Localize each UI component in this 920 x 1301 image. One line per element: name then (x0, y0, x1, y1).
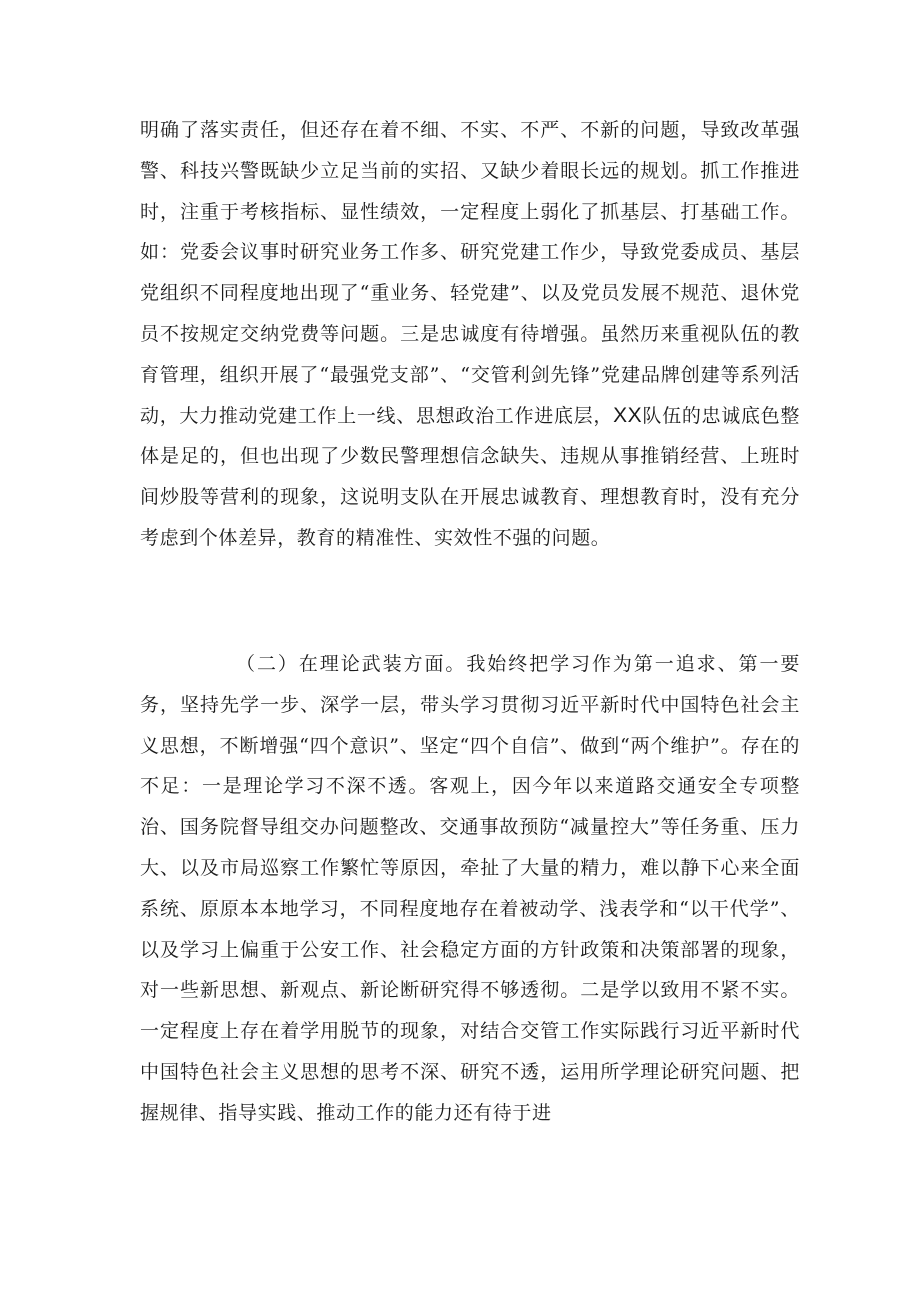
paragraph-text: 队伍的忠诚底色整体是足的，但也出现了少数民警理想信念缺失、违规从事推销经营、上班时间炒股等营利的现象，这说明支队在开展忠诚教育、理想教育时，没有充分考虑到个体差异，教育的精准性、实效性不强的问题。 (140, 404, 800, 549)
paragraph-theory-section: （二）在理论武装方面。我始终把学习作为第一追求、第一要务，坚持先学一步、深学一层，带头学习贯彻习近平新时代中国特色社会主义思想，不断增强“四个意识”、坚定“四个自信”、做到“两个维护”。存在的不足：一是理论学习不深不透。客观上，因今年以来道路交通安全专项整治、国务院督导组交办问题整改、交通事故预防“减量控大”等任务重、压力大、以及市局巡察工作繁忙等原因，牵扯了大量的精力，难以静下心来全面系统、原原本本地学习，不同程度地存在着被动学、浅表学和“以干代学”、以及学习上偏重于公安工作、社会稳定方面的方针政策和决策部署的现象，对一些新思想、新观点、新论断研究得不够透彻。二是学以致用不紧不实。一定程度上存在着学用脱节的现象，对结合交管工作实际践行习近平新时代中国特色社会主义思想的思考不深、研究不透，运用所学理论研究问题、把握规律、指导实践、推动工作的能力还有待于进 (140, 653, 800, 1124)
document-body (140, 110, 800, 1134)
placeholder-xx: XX (613, 403, 643, 427)
paragraph-loyalty (140, 110, 800, 640)
paragraph-text: 明确了落实责任，但还存在着不细、不实、不严、不新的问题，导致改革强警、科技兴警既缺少立足当前的实招、又缺少着眼长远的规划。抓工作推进时，注重于考核指标、显性绩效，一定程度上弱化了抓基层、打基础工作。如：党委会议事时研究业务工作多、研究党建工作少，导致党委成员、基层党组织不同程度地出现了“重业务、轻党建”、以及党员发展不规范、退休党员不按规定交纳党费等问题。三是忠诚度有待增强。虽然历来重视队伍的教育管理，组织开展了“最强党支部”、“交管利剑先锋”党建品牌创建等系列活动，大力推动党建工作上一线、思想政治工作进底层， (140, 119, 800, 427)
